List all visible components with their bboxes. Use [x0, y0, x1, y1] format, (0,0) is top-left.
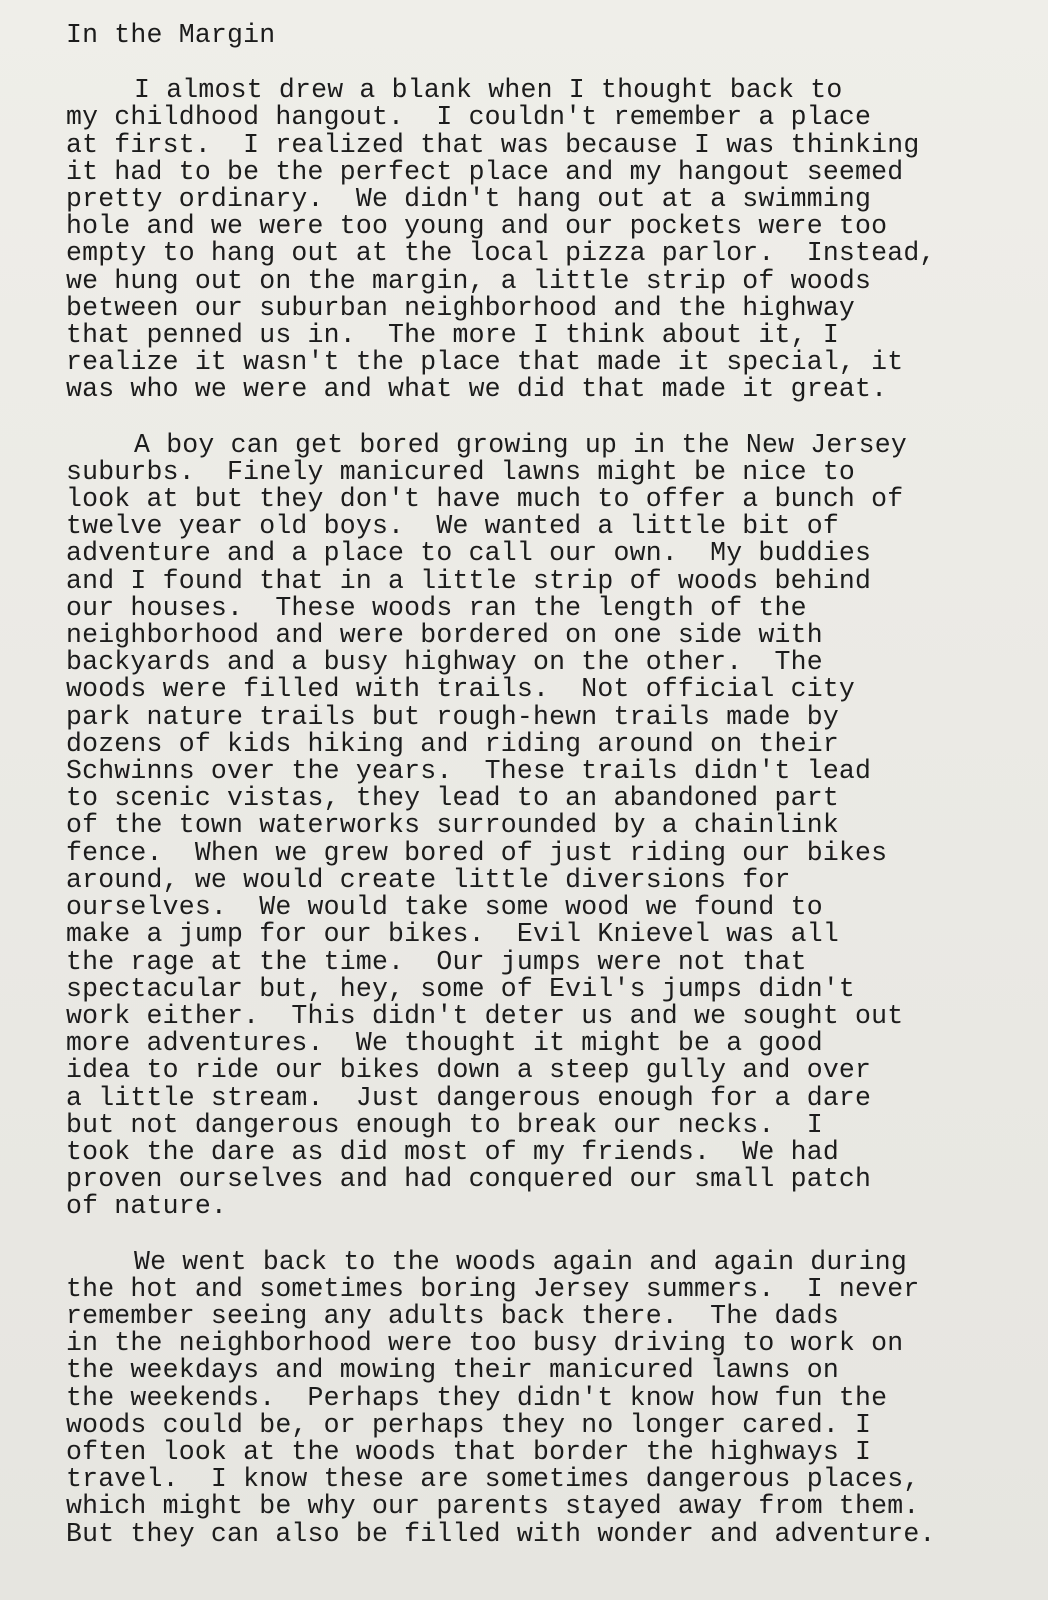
text-line: the weekdays and mowing their manicured lawns on: [66, 1355, 839, 1386]
text-line: that penned us in. The more I think about it, I: [66, 320, 839, 351]
text-line: backyards and a busy highway on the other. The: [66, 647, 823, 678]
text-line: pretty ordinary. We didn't hang out at a swimming: [66, 184, 872, 215]
text-line: the weekends. Perhaps they didn't know how fun the: [66, 1382, 888, 1413]
text-line: woods could be, or perhaps they no longer cared. I: [66, 1409, 872, 1440]
document-body: [66, 77, 1008, 1548]
text-line: and I found that in a little strip of woods behind: [66, 565, 872, 596]
document-title: In the Margin: [66, 20, 276, 50]
text-line: took the dare as did most of my friends. We had: [66, 1136, 839, 1167]
text-line: woods were filled with trails. Not official city: [66, 674, 856, 705]
text-line: A boy can get bored growing up in the New Jersey: [134, 429, 907, 460]
text-line: I almost drew a blank when I thought back to: [134, 75, 843, 106]
text-line: my childhood hangout. I couldn't remember a place: [66, 102, 872, 133]
text-line: but not dangerous enough to break our necks. I: [66, 1109, 823, 1140]
text-line: of nature.: [66, 1191, 228, 1222]
text-line: look at but they don't have much to offer a bunch of: [66, 484, 904, 515]
text-line: Schwinns over the years. These trails didn't lead: [66, 756, 872, 787]
text-line: fence. When we grew bored of just riding our bikes: [66, 837, 888, 868]
text-line: our houses. These woods ran the length of the: [66, 592, 807, 623]
text-line: in the neighborhood were too busy driving to work on: [66, 1328, 904, 1359]
text-line: more adventures. We thought it might be a good: [66, 1028, 823, 1059]
text-line: neighborhood and were bordered on one side with: [66, 620, 823, 651]
text-line: it had to be the perfect place and my hangout seemed: [66, 156, 904, 187]
text-line: the hot and sometimes boring Jersey summers. I never: [66, 1273, 920, 1304]
text-line: which might be why our parents stayed away from them.: [66, 1491, 920, 1522]
text-line: to scenic vistas, they lead to an abandoned part: [66, 783, 839, 814]
text-line: of the town waterworks surrounded by a chainlink: [66, 810, 839, 841]
text-line: empty to hang out at the local pizza parlor. Instead,: [66, 238, 936, 269]
text-line: at first. I realized that was because I was thinking: [66, 129, 920, 160]
text-line: suburbs. Finely manicured lawns might be nice to: [66, 456, 856, 487]
text-line: twelve year old boys. We wanted a little bit of: [66, 511, 839, 542]
text-line: hole and we were too young and our pockets were too: [66, 211, 888, 242]
paragraph: [66, 1246, 1008, 1549]
text-line: was who we were and what we did that made it great.: [66, 374, 888, 405]
paragraph: [66, 77, 1008, 403]
text-line: remember seeing any adults back there. The dads: [66, 1300, 839, 1331]
text-line: dozens of kids hiking and riding around on their: [66, 728, 839, 759]
text-line: around, we would create little diversions for: [66, 864, 791, 895]
text-line: proven ourselves and had conquered our small patch: [66, 1164, 872, 1195]
text-line: We went back to the woods again and again during: [134, 1246, 907, 1277]
text-line: But they can also be filled with wonder and adventure.: [66, 1518, 936, 1549]
text-line: idea to ride our bikes down a steep gully and over: [66, 1055, 872, 1086]
text-line: spectacular but, hey, some of Evil's jumps didn't: [66, 973, 856, 1004]
text-line: make a jump for our bikes. Evil Knievel was all: [66, 919, 839, 950]
text-line: often look at the woods that border the highways I: [66, 1436, 872, 1467]
text-line: realize it wasn't the place that made it special, it: [66, 347, 904, 378]
text-line: a little stream. Just dangerous enough for a dare: [66, 1082, 872, 1113]
text-line: work either. This didn't deter us and we sought out: [66, 1000, 904, 1031]
text-line: ourselves. We would take some wood we found to: [66, 892, 823, 923]
text-line: the rage at the time. Our jumps were not that: [66, 946, 807, 977]
text-line: we hung out on the margin, a little strip of woods: [66, 265, 872, 296]
text-line: travel. I know these are sometimes dangerous places,: [66, 1464, 920, 1495]
text-line: adventure and a place to call our own. My buddies: [66, 538, 872, 569]
text-line: between our suburban neighborhood and the highway: [66, 292, 856, 323]
text-line: park nature trails but rough-hewn trails made by: [66, 701, 839, 732]
paragraph: [66, 429, 1008, 1222]
